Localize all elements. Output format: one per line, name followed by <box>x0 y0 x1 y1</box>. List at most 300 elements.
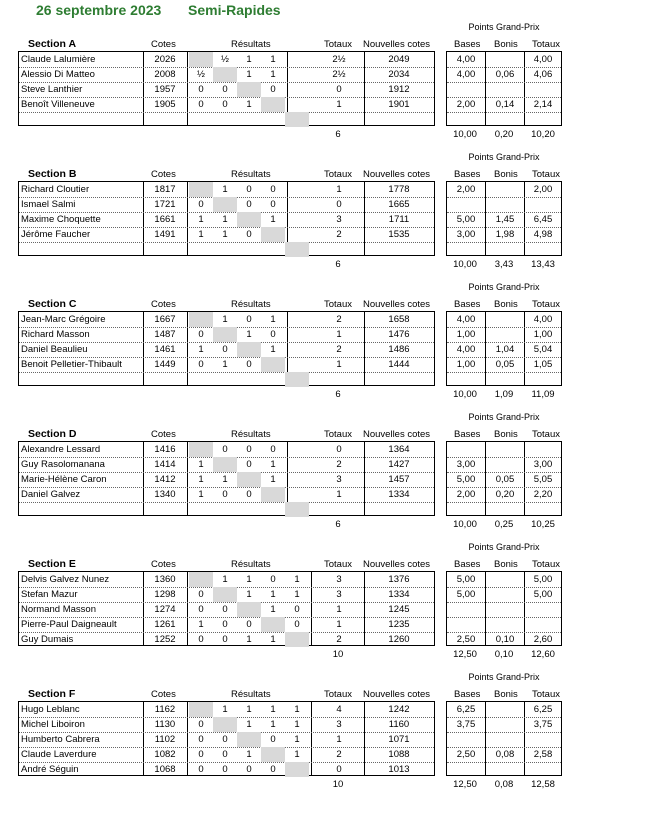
gp-base: 4,00 <box>456 69 476 80</box>
result-cell: 0 <box>222 749 228 760</box>
result-cell: 0 <box>246 619 252 630</box>
gp-sum-bonus: 0,20 <box>494 129 514 140</box>
result-cell: ½ <box>197 69 205 80</box>
section-total: 10 <box>332 779 344 790</box>
nouvelles-cotes-header: Nouvelles cotes <box>363 689 431 700</box>
points-grand-prix-header: Points Grand-Prix <box>468 542 540 552</box>
player-total: 2 <box>336 314 342 325</box>
player-row <box>19 487 434 503</box>
gp-bonus <box>486 762 524 777</box>
results-table <box>18 311 435 386</box>
result-cell <box>261 97 285 112</box>
gp-total: 5,04 <box>533 344 553 355</box>
result-cell <box>189 442 213 457</box>
column-divider <box>434 182 435 255</box>
result-cell: 0 <box>270 84 276 95</box>
grand-prix-row <box>447 487 561 503</box>
result-cell: 0 <box>222 619 228 630</box>
player-total: 1 <box>336 489 342 500</box>
player-cote: 1661 <box>154 214 176 225</box>
grand-prix-row <box>447 717 561 733</box>
gp-total <box>525 442 561 457</box>
result-cell <box>285 762 309 777</box>
gp-bonus <box>486 732 524 747</box>
section-total: 6 <box>335 129 341 140</box>
grand-prix-row <box>447 572 561 588</box>
cotes-header: Cotes <box>151 429 176 440</box>
result-cell: 0 <box>198 589 204 600</box>
result-cell <box>189 502 213 517</box>
gp-bonus <box>486 197 524 212</box>
player-total: 2 <box>336 459 342 470</box>
result-cell: 1 <box>198 344 204 355</box>
results-table <box>18 441 435 516</box>
result-cell: 0 <box>246 314 252 325</box>
player-total: 2 <box>336 344 342 355</box>
gp-base: 3,00 <box>456 229 476 240</box>
gp-base: 2,50 <box>456 634 476 645</box>
player-total: 2½ <box>332 69 346 80</box>
player-name <box>21 112 139 127</box>
gp-total <box>525 372 561 387</box>
player-name: Pierre-Paul Daigneault <box>21 619 117 630</box>
player-cote: 1298 <box>154 589 176 600</box>
result-cell <box>261 617 285 632</box>
gp-bonus <box>486 717 524 732</box>
gp-base: 2,00 <box>456 99 476 110</box>
result-cell: 0 <box>222 764 228 775</box>
player-total: 2 <box>336 634 342 645</box>
result-cell: ½ <box>221 54 229 65</box>
new-rating <box>366 372 432 387</box>
resultats-header: Résultats <box>231 689 271 700</box>
player-name: Marie-Hélène Caron <box>21 474 107 485</box>
result-cell <box>261 357 285 372</box>
player-cote: 1360 <box>154 574 176 585</box>
gp-total <box>525 112 561 127</box>
gp-total <box>525 602 561 617</box>
result-cell <box>261 372 285 387</box>
player-row <box>19 372 434 387</box>
player-name: Alessio Di Matteo <box>21 69 95 80</box>
player-cote: 1412 <box>154 474 176 485</box>
resultats-header: Résultats <box>231 429 271 440</box>
new-rating: 1711 <box>388 214 410 225</box>
player-row <box>19 227 434 243</box>
gp-bonus: 0,20 <box>495 489 515 500</box>
player-name: André Séguin <box>21 764 79 775</box>
section-name: Section B <box>28 168 77 180</box>
player-total <box>315 242 363 257</box>
event-date: 26 septembre 2023 <box>36 2 162 18</box>
result-cell <box>237 602 261 617</box>
section-name: Section D <box>28 428 77 440</box>
result-cell: 1 <box>270 54 276 65</box>
gp-sum-bonus: 0,10 <box>494 649 514 660</box>
new-rating: 1013 <box>388 764 410 775</box>
section-total: 10 <box>332 649 344 660</box>
result-cell: 0 <box>294 604 300 615</box>
player-row <box>19 502 434 517</box>
result-cell: 0 <box>270 199 276 210</box>
gp-sum-base: 12,50 <box>453 649 477 660</box>
event-type: Semi-Rapides <box>188 2 281 18</box>
section-block <box>0 22 645 168</box>
gp-bonus <box>486 312 524 327</box>
result-cell: 0 <box>198 329 204 340</box>
result-cell <box>261 502 285 517</box>
result-cell <box>213 242 237 257</box>
result-cell <box>189 242 213 257</box>
points-grand-prix-header: Points Grand-Prix <box>468 22 540 32</box>
self-cell <box>285 242 309 257</box>
gp-bonus <box>486 572 524 587</box>
player-total: 3 <box>336 589 342 600</box>
result-cell: 1 <box>246 54 252 65</box>
result-cell: 1 <box>198 214 204 225</box>
player-cote: 1261 <box>154 619 176 630</box>
result-cell <box>213 327 237 342</box>
player-name: Alexandre Lessard <box>21 444 101 455</box>
player-cote: 1416 <box>154 444 176 455</box>
player-cote <box>145 502 185 517</box>
gp-base: 5,00 <box>456 574 476 585</box>
nouvelles-cotes-header: Nouvelles cotes <box>363 429 431 440</box>
result-cell: 0 <box>246 359 252 370</box>
player-row <box>19 442 434 458</box>
player-total: 2 <box>336 229 342 240</box>
result-cell: 1 <box>198 459 204 470</box>
gp-bonus: 0,06 <box>495 69 515 80</box>
player-row <box>19 762 434 777</box>
result-cell: 0 <box>270 444 276 455</box>
result-cell: 0 <box>198 749 204 760</box>
gp-bonus <box>486 182 524 197</box>
result-cell: 0 <box>198 84 204 95</box>
player-row <box>19 617 434 633</box>
result-cell: 1 <box>270 634 276 645</box>
new-rating <box>366 242 432 257</box>
gp-base: 3,75 <box>456 719 476 730</box>
result-cell <box>237 112 261 127</box>
gp-total: 2,14 <box>533 99 553 110</box>
player-total: 2½ <box>332 54 346 65</box>
result-cell: 1 <box>198 619 204 630</box>
new-rating: 1334 <box>388 589 410 600</box>
gp-total: 4,00 <box>533 314 553 325</box>
points-grand-prix-header: Points Grand-Prix <box>468 282 540 292</box>
result-cell: 1 <box>246 574 252 585</box>
gp-sum-total: 12,60 <box>531 649 555 660</box>
gp-base: 4,00 <box>456 314 476 325</box>
new-rating: 1912 <box>388 84 410 95</box>
player-row <box>19 702 434 718</box>
nouvelles-cotes-header: Nouvelles cotes <box>363 299 431 310</box>
player-name: Richard Masson <box>21 329 90 340</box>
result-cell: 0 <box>270 574 276 585</box>
result-cell <box>213 67 237 82</box>
new-rating <box>366 112 432 127</box>
grand-prix-row <box>447 212 561 228</box>
player-total: 1 <box>336 184 342 195</box>
gp-base <box>447 762 485 777</box>
gp-sum-bonus: 0,08 <box>494 779 514 790</box>
result-cell: 0 <box>246 199 252 210</box>
result-cell: 1 <box>222 184 228 195</box>
grand-prix-row <box>447 67 561 83</box>
player-row <box>19 242 434 257</box>
player-cote: 1252 <box>154 634 176 645</box>
grand-prix-row <box>447 227 561 243</box>
gp-base: 4,00 <box>456 54 476 65</box>
player-name <box>21 502 139 517</box>
new-rating: 2034 <box>388 69 410 80</box>
gp-total: 1,05 <box>533 359 553 370</box>
player-total: 1 <box>336 604 342 615</box>
result-cell: 0 <box>222 84 228 95</box>
gp-bonus: 0,14 <box>495 99 515 110</box>
gp-total <box>525 82 561 97</box>
bonis-header: Bonis <box>494 39 518 50</box>
grand-prix-table <box>446 51 562 126</box>
result-cell: 1 <box>270 604 276 615</box>
gp-bonus <box>486 587 524 602</box>
player-row <box>19 97 434 113</box>
player-total: 1 <box>336 99 342 110</box>
result-cell <box>261 112 285 127</box>
points-grand-prix-header: Points Grand-Prix <box>468 152 540 162</box>
result-cell: 0 <box>198 359 204 370</box>
column-divider <box>434 442 435 515</box>
grand-prix-row <box>447 182 561 198</box>
gp-sum-bonus: 1,09 <box>494 389 514 400</box>
player-cote: 1449 <box>154 359 176 370</box>
gp-total: 3,75 <box>533 719 553 730</box>
bonis-header: Bonis <box>494 689 518 700</box>
gp-base: 2,50 <box>456 749 476 760</box>
result-cell: 0 <box>222 99 228 110</box>
result-cell <box>237 502 261 517</box>
result-cell: 1 <box>294 589 300 600</box>
player-name: Ismael Salmi <box>21 199 76 210</box>
result-cell <box>237 372 261 387</box>
result-cell: 0 <box>198 99 204 110</box>
player-cote: 1162 <box>154 704 176 715</box>
result-cell: 1 <box>246 589 252 600</box>
player-row <box>19 602 434 618</box>
result-cell <box>189 702 213 717</box>
gp-bonus <box>486 52 524 67</box>
cotes-header: Cotes <box>151 689 176 700</box>
gp-sum-total: 11,09 <box>531 389 555 400</box>
result-cell: 0 <box>246 444 252 455</box>
result-cell <box>237 472 261 487</box>
result-cell <box>189 112 213 127</box>
player-total: 4 <box>336 704 342 715</box>
result-cell: 0 <box>270 184 276 195</box>
result-cell: 0 <box>246 459 252 470</box>
gp-total <box>525 197 561 212</box>
result-cell: 0 <box>198 734 204 745</box>
player-row <box>19 112 434 127</box>
result-cell: 1 <box>222 314 228 325</box>
totaux-gp-header: Totaux <box>532 39 560 50</box>
new-rating: 1334 <box>388 489 410 500</box>
player-cote: 1082 <box>154 749 176 760</box>
section-block <box>0 672 645 818</box>
result-cell: 1 <box>294 734 300 745</box>
gp-base: 4,00 <box>456 344 476 355</box>
grand-prix-row <box>447 702 561 718</box>
result-cell: 1 <box>246 704 252 715</box>
grand-prix-row <box>447 457 561 473</box>
player-row <box>19 67 434 83</box>
grand-prix-table <box>446 701 562 776</box>
totaux-gp-header: Totaux <box>532 689 560 700</box>
gp-base <box>447 617 485 632</box>
new-rating: 1088 <box>388 749 410 760</box>
player-row <box>19 747 434 763</box>
resultats-header: Résultats <box>231 39 271 50</box>
player-total <box>315 112 363 127</box>
new-rating <box>366 502 432 517</box>
result-cell <box>189 572 213 587</box>
gp-base: 1,00 <box>456 359 476 370</box>
player-total: 1 <box>336 359 342 370</box>
grand-prix-row <box>447 632 561 647</box>
result-cell: 1 <box>270 214 276 225</box>
result-cell: 1 <box>270 589 276 600</box>
gp-sum-total: 10,25 <box>531 519 555 530</box>
player-cote: 1721 <box>154 199 176 210</box>
gp-bonus <box>486 617 524 632</box>
player-total: 0 <box>336 444 342 455</box>
points-grand-prix-header: Points Grand-Prix <box>468 672 540 682</box>
result-cell: 0 <box>270 764 276 775</box>
result-cell: 0 <box>246 229 252 240</box>
totaux-gp-header: Totaux <box>532 169 560 180</box>
result-cell <box>213 112 237 127</box>
player-name: Humberto Cabrera <box>21 734 100 745</box>
gp-sum-base: 10,00 <box>453 259 477 270</box>
result-cell: 0 <box>222 344 228 355</box>
result-cell <box>189 372 213 387</box>
resultats-header: Résultats <box>231 169 271 180</box>
resultats-header: Résultats <box>231 299 271 310</box>
player-total: 1 <box>336 734 342 745</box>
totaux-header: Totaux <box>324 689 352 700</box>
result-cell: 1 <box>246 634 252 645</box>
gp-total: 4,00 <box>533 54 553 65</box>
grand-prix-row <box>447 82 561 98</box>
player-name: Daniel Galvez <box>21 489 81 500</box>
totaux-header: Totaux <box>324 429 352 440</box>
gp-base: 5,00 <box>456 589 476 600</box>
player-row <box>19 717 434 733</box>
resultats-header: Résultats <box>231 559 271 570</box>
player-row <box>19 342 434 358</box>
result-cell: 1 <box>246 69 252 80</box>
gp-base <box>447 602 485 617</box>
player-cote <box>145 112 185 127</box>
grand-prix-row <box>447 112 561 127</box>
new-rating: 1245 <box>388 604 410 615</box>
gp-base <box>447 112 485 127</box>
nouvelles-cotes-header: Nouvelles cotes <box>363 169 431 180</box>
gp-bonus: 0,08 <box>495 749 515 760</box>
new-rating: 1778 <box>388 184 410 195</box>
result-cell <box>237 732 261 747</box>
player-row <box>19 632 434 647</box>
bases-header: Bases <box>454 429 481 440</box>
player-cote: 1414 <box>154 459 176 470</box>
player-cote: 1274 <box>154 604 176 615</box>
gp-total: 5,00 <box>533 589 553 600</box>
self-cell <box>285 372 309 387</box>
result-cell <box>189 182 213 197</box>
grand-prix-row <box>447 587 561 603</box>
player-name: Jérôme Faucher <box>21 229 91 240</box>
totaux-header: Totaux <box>324 169 352 180</box>
gp-base: 2,00 <box>456 489 476 500</box>
result-cell: 0 <box>198 604 204 615</box>
player-cote: 1957 <box>154 84 176 95</box>
result-cell: 1 <box>246 719 252 730</box>
player-total: 3 <box>336 214 342 225</box>
new-rating: 1071 <box>388 734 410 745</box>
gp-bonus <box>486 442 524 457</box>
bonis-header: Bonis <box>494 429 518 440</box>
gp-base: 1,00 <box>456 329 476 340</box>
gp-bonus <box>486 112 524 127</box>
result-cell: 0 <box>222 634 228 645</box>
section-total: 6 <box>335 519 341 530</box>
new-rating: 1665 <box>388 199 410 210</box>
section-name: Section C <box>28 298 77 310</box>
player-name <box>21 242 139 257</box>
cotes-header: Cotes <box>151 169 176 180</box>
points-grand-prix-header: Points Grand-Prix <box>468 412 540 422</box>
gp-base <box>447 372 485 387</box>
player-total: 3 <box>336 474 342 485</box>
bonis-header: Bonis <box>494 299 518 310</box>
grand-prix-row <box>447 732 561 748</box>
gp-sum-base: 12,50 <box>453 779 477 790</box>
player-name: Normand Masson <box>21 604 96 615</box>
result-cell: 1 <box>198 229 204 240</box>
gp-bonus <box>486 702 524 717</box>
gp-total: 2,20 <box>533 489 553 500</box>
result-cell <box>213 372 237 387</box>
new-rating: 1901 <box>388 99 410 110</box>
result-cell <box>237 82 261 97</box>
player-total: 0 <box>336 199 342 210</box>
self-cell <box>285 112 309 127</box>
result-cell: 0 <box>246 184 252 195</box>
player-cote: 2008 <box>154 69 176 80</box>
gp-bonus <box>486 457 524 472</box>
gp-base: 6,25 <box>456 704 476 715</box>
gp-base: 3,00 <box>456 459 476 470</box>
gp-sum-base: 10,00 <box>453 389 477 400</box>
gp-sum-total: 13,43 <box>531 259 555 270</box>
player-cote: 1817 <box>154 184 176 195</box>
section-name: Section E <box>28 558 76 570</box>
player-cote: 1130 <box>154 719 176 730</box>
player-row <box>19 312 434 328</box>
player-name: Jean-Marc Grégoire <box>21 314 106 325</box>
result-cell <box>189 52 213 67</box>
